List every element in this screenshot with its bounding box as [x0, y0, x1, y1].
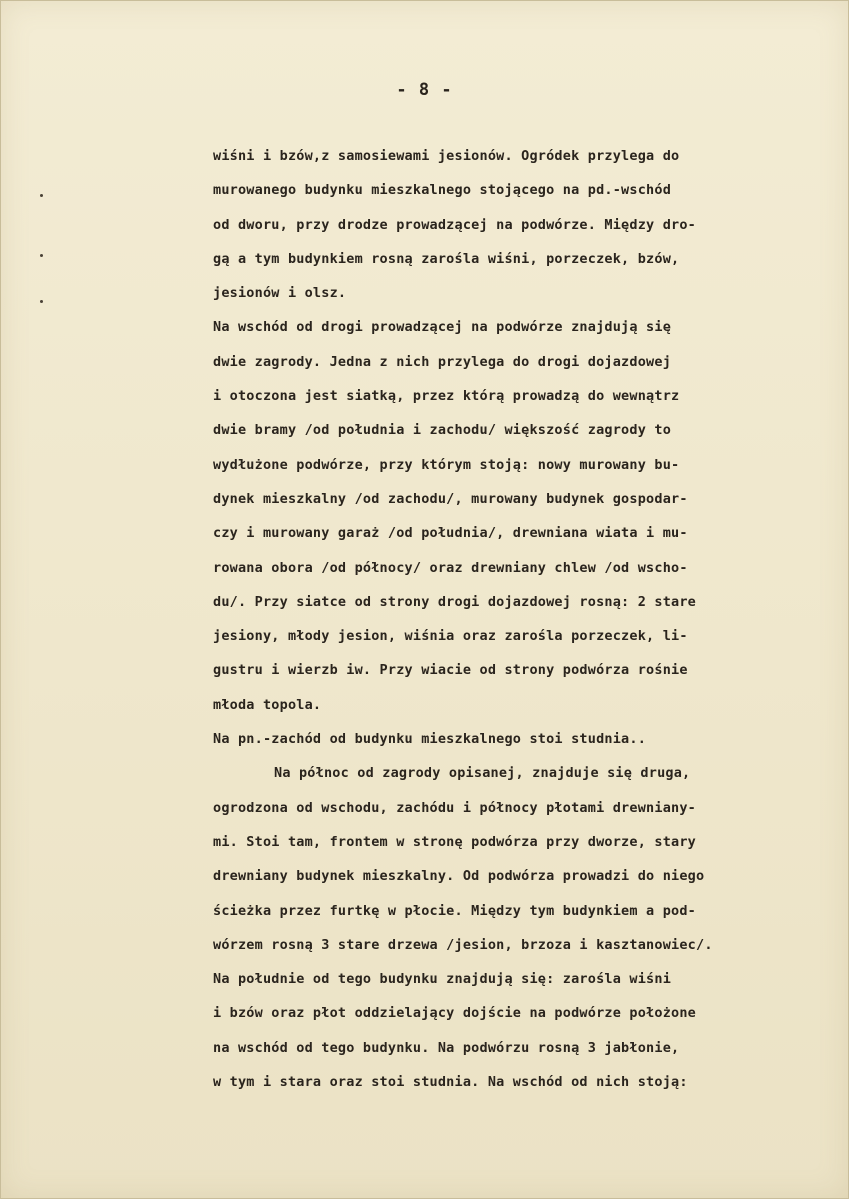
text-line: drewniany budynek mieszkalny. Od podwórza prowadzi do niego: [213, 868, 705, 885]
text-line: ogrodzona od wschodu, zachódu i północy płotami drewniany-: [213, 799, 697, 816]
text-line: Na północ od zagrody opisanej, znajduje się druga,: [274, 765, 691, 782]
text-line: w tym i stara oraz stoi studnia. Na wschód od nich stoją:: [213, 1074, 688, 1091]
text-line: rowana obora /od północy/ oraz drewniany chlew /od wscho-: [213, 559, 688, 576]
text-line: mi. Stoi tam, frontem w stronę podwórza przy dworze, stary: [213, 833, 697, 850]
text-line: wydłużone podwórze, przy którym stoją: nowy murowany bu-: [213, 456, 680, 473]
text-line: du/. Przy siatce od strony drogi dojazdowej rosną: 2 stare: [213, 593, 697, 610]
body-text: [0, 144, 849, 1104]
text-line: na wschód od tego budynku. Na podwórzu rosną 3 jabłonie,: [213, 1039, 680, 1056]
text-line: dwie bramy /od południa i zachodu/ większość zagrody to: [213, 422, 672, 439]
text-line: wórzem rosną 3 stare drzewa /jesion, brzoza i kasztanowiec/.: [213, 936, 713, 953]
text-line: i otoczona jest siatką, przez którą prowadzą do wewnątrz: [213, 388, 680, 405]
text-line: Na wschód od drogi prowadzącej na podwórze znajdują się: [213, 319, 672, 336]
text-line: czy i murowany garaż /od południa/, drewniana wiata i mu-: [213, 525, 688, 542]
text-line: Na pn.-zachód od budynku mieszkalnego stoi studnia..: [213, 731, 647, 748]
text-line: Na południe od tego budynku znajdują się: zarośla wiśni: [213, 971, 672, 988]
text-line: ścieżka przez furtkę w płocie. Między tym budynkiem a pod-: [213, 902, 697, 919]
text-line: dynek mieszkalny /od zachodu/, murowany budynek gospodar-: [213, 490, 688, 507]
text-line: jesionów i olsz.: [213, 285, 347, 302]
text-line: jesiony, młody jesion, wiśnia oraz zarośla porzeczek, li-: [213, 628, 688, 645]
page-number: - 8 -: [396, 80, 453, 100]
text-line: gą a tym budynkiem rosną zarośla wiśni, porzeczek, bzów,: [213, 250, 680, 267]
text-line: dwie zagrody. Jedna z nich przylega do drogi dojazdowej: [213, 353, 672, 370]
text-line: od dworu, przy drodze prowadzącej na podwórze. Między dro-: [213, 216, 697, 233]
text-line: młoda topola.: [213, 696, 322, 713]
text-line: gustru i wierzb iw. Przy wiacie od strony podwórza rośnie: [213, 662, 688, 679]
text-line: murowanego budynku mieszkalnego stojącego na pd.-wschód: [213, 182, 672, 199]
text-line: i bzów oraz płot oddzielający dojście na podwórze położone: [213, 1005, 697, 1022]
text-line: wiśni i bzów,z samosiewami jesionów. Ogródek przylega do: [213, 148, 680, 164]
